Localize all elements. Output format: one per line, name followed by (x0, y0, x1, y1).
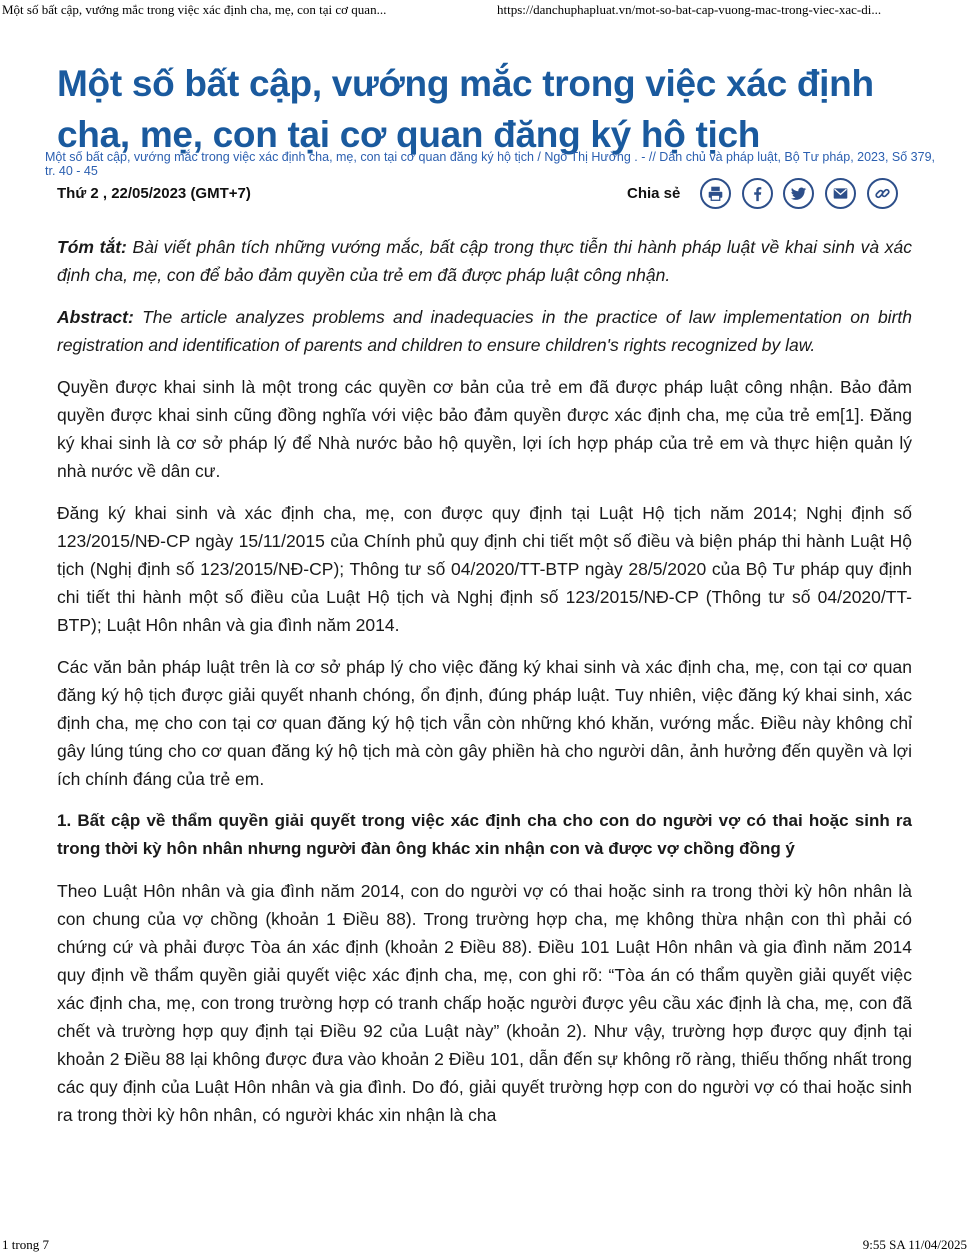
facebook-share-button[interactable] (742, 178, 773, 209)
email-share-button[interactable] (825, 178, 856, 209)
twitter-share-button[interactable] (783, 178, 814, 209)
email-icon (832, 185, 849, 202)
print-header-title: Một số bất cập, vướng mắc trong việc xác định cha, mẹ, con tại cơ quan... (2, 2, 387, 17)
body-paragraph: Các văn bản pháp luật trên là cơ sở pháp lý cho việc đăng ký khai sinh và xác định cha, mẹ, con tại cơ quan đăng ký hộ tịch được giải quyết nhanh chóng, ổn định, đúng pháp luật. Tuy nhiên, việc đăng ký khai sinh, xác định cha, mẹ cho con tại cơ quan đăng ký hộ tịch vẫn còn những khó khăn, vướng mắc. Điều này không chỉ gây lúng túng cho cơ quan đăng ký hộ tịch mà còn gây phiền hà cho người dân, ảnh hưởng đến quyền và lợi ích chính đáng của trẻ em. (57, 657, 912, 789)
facebook-icon (749, 185, 766, 202)
print-header-url: https://danchuphapluat.vn/mot-so-bat-cap-vuong-mac-trong-viec-xac-di... (497, 2, 882, 17)
page-indicator: 1 trong 7 (2, 1237, 49, 1252)
link-icon (874, 185, 891, 202)
print-header (0, 0, 969, 20)
meta-row (57, 178, 907, 212)
summary-label: Tóm tắt: (57, 237, 127, 257)
summary-paragraph (57, 233, 912, 289)
publish-date: Thứ 2 , 22/05/2023 (GMT+7) (57, 185, 251, 202)
print-icon (707, 185, 724, 202)
twitter-icon (790, 185, 807, 202)
abstract-paragraph (57, 303, 912, 359)
print-button[interactable] (700, 178, 731, 209)
copy-link-button[interactable] (867, 178, 898, 209)
article-body (57, 233, 912, 1129)
print-timestamp: 9:55 SA 11/04/2025 (862, 1237, 967, 1252)
print-footer (0, 1236, 969, 1254)
summary-text: Bài viết phân tích những vướng mắc, bất cập trong thực tiễn thi hành pháp luật về khai sinh và xác định cha, mẹ, con để bảo đảm quyền của trẻ em đã được pháp luật công nhận. (57, 237, 912, 285)
share-label: Chia sẻ (627, 185, 681, 202)
abstract-label: Abstract: (57, 307, 134, 327)
body-paragraph: Đăng ký khai sinh và xác định cha, mẹ, con được quy định tại Luật Hộ tịch năm 2014; Nghị định số 123/2015/NĐ-CP ngày 15/11/2015 của Chính phủ quy định chi tiết một số điều và biện pháp thi hành Luật Hộ tịch (Nghị định số 123/2015/NĐ-CP); Thông tư số 04/2020/TT-BTP ngày 28/5/2020 của Bộ Tư pháp quy định chi tiết thi hành một số điều của Luật Hộ tịch và Nghị định số 123/2015/NĐ-CP (Thông tư số 04/2020/TT-BTP); Luật Hôn nhân và gia đình năm 2014. (57, 503, 912, 635)
abstract-text: The article analyzes problems and inadequacies in the practice of law implementation on birth registration and identification of parents and children to ensure children's rights recognized by law. (57, 307, 912, 355)
citation-link[interactable]: Một số bất cập, vướng mắc trong việc xác định cha, mẹ, con tại cơ quan đăng ký hộ tịch / Ngô Thị Hường . - // Dân chủ và pháp luật, Bộ Tư pháp, 2023, Số 379, tr. 40 - 45 (45, 150, 936, 178)
article-title: Một số bất cập, vướng mắc trong việc xác định cha, mẹ, con tại cơ quan đăng ký hộ tịch (57, 63, 874, 155)
section-heading: 1. Bất cập về thẩm quyền giải quyết trong việc xác định cha cho con do người vợ có thai hoặc sinh ra trong thời kỳ hôn nhân nhưng người đàn ông khác xin nhận con và được vợ chồng đồng ý (57, 811, 912, 858)
section-paragraph: Theo Luật Hôn nhân và gia đình năm 2014, con do người vợ có thai hoặc sinh ra trong thời kỳ hôn nhân là con chung của vợ chồng (khoản 1 Điều 88). Trong trường hợp cha, mẹ không thừa nhận con thì phải có chứng cứ và phải được Tòa án xác định (khoản 2 Điều 88). Điều 101 Luật Hôn nhân và gia đình năm 2014 quy định về thẩm quyền giải quyết việc xác định cha, mẹ, con ghi rõ: “Tòa án có thẩm quyền giải quyết việc xác định cha, mẹ, con trong trường hợp có tranh chấp hoặc người được yêu cầu xác định là cha, mẹ, con đã chết và trường hợp quy định tại Điều 92 của Luật này” (khoản 2). Như vậy, trường hợp được quy định tại khoản 2 Điều 88 lại không được đưa vào khoản 2 Điều 101, dẫn đến sự không rõ ràng, thiếu thống nhất trong các quy định của Luật Hôn nhân và gia đình. Do đó, giải quyết trường hợp con do người vợ có thai hoặc sinh ra trong thời kỳ hôn nhân, có người khác xin nhận là cha (57, 881, 912, 1125)
body-paragraph: Quyền được khai sinh là một trong các quyền cơ bản của trẻ em đã được pháp luật công nhận. Bảo đảm quyền được khai sinh cũng đồng nghĩa với việc bảo đảm quyền được xác định cha, mẹ của trẻ em[1]. Đăng ký khai sinh là cơ sở pháp lý để Nhà nước bảo hộ quyền, lợi ích hợp pháp của trẻ em và thực hiện quản lý nhà nước về dân cư. (57, 377, 912, 481)
